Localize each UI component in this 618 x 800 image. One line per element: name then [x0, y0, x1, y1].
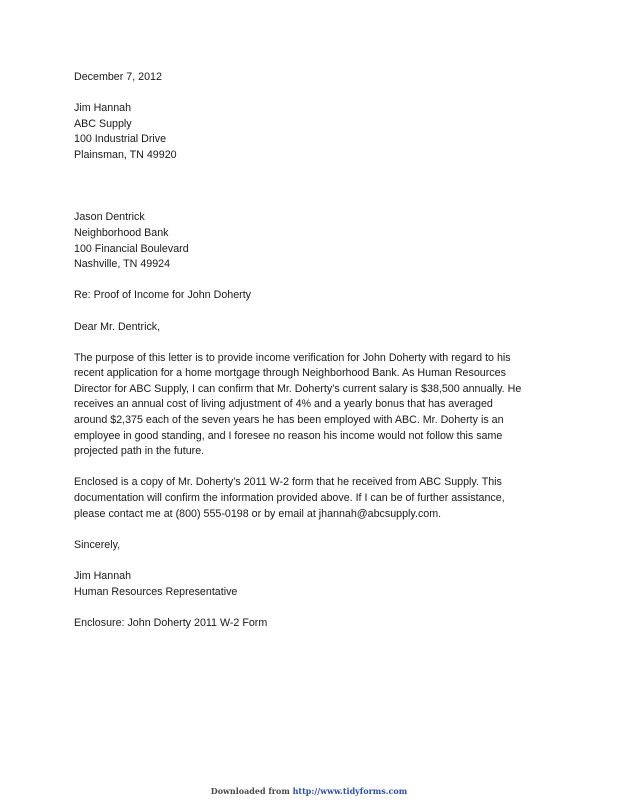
recipient-address	[74, 210, 552, 272]
date-text: December 7, 2012	[74, 71, 162, 83]
signature-name: Jim Hannah	[74, 570, 132, 583]
sender-name: Jim Hannah	[74, 102, 132, 115]
subject-line	[74, 288, 552, 304]
sender-company: ABC Supply	[74, 117, 132, 130]
salutation	[74, 320, 552, 336]
body-paragraph-1	[74, 351, 552, 460]
salutation-text: Dear Mr. Dentrick,	[74, 320, 161, 333]
recipient-company: Neighborhood Bank	[74, 226, 169, 239]
sender-address	[74, 101, 552, 163]
recipient-street: 100 Financial Boulevard	[74, 242, 189, 255]
paragraph-line: receives an annual cost of living adjustment of 4% and a yearly bonus that has averaged	[74, 398, 493, 411]
recipient-name: Jason Dentrick	[74, 211, 145, 224]
paragraph-line: employee in good standing, and I foresee no reason his income would not follow this same	[74, 429, 503, 442]
paragraph-line: The purpose of this letter is to provide income verification for John Doherty with regard to his	[74, 351, 511, 364]
footer-link[interactable]: http://www.tidyforms.com	[292, 786, 408, 796]
sender-street: 100 Industrial Drive	[74, 133, 167, 146]
subject-text: Re: Proof of Income for John Doherty	[74, 289, 252, 302]
signature-block	[74, 569, 552, 600]
paragraph-line: documentation will confirm the information provided above. If I can be of further assistance,	[74, 492, 505, 505]
paragraph-line: projected path in the future.	[74, 445, 205, 458]
paragraph-line: please contact me at (800) 555-0198 or by email at jhannah@abcsupply.com.	[74, 507, 442, 520]
paragraph-line: Director for ABC Supply, I can confirm that Mr. Doherty’s current salary is $38,500 annually. He	[74, 382, 522, 395]
letter-body	[74, 70, 552, 631]
download-footer	[0, 786, 618, 796]
signature-title: Human Resources Representative	[74, 585, 238, 598]
body-paragraph-2	[74, 475, 552, 522]
enclosure-note	[74, 616, 552, 632]
sender-city: Plainsman, TN 49920	[74, 148, 177, 161]
enclosure-text: Enclosure: John Doherty 2011 W-2 Form	[74, 616, 268, 629]
paragraph-line: Enclosed is a copy of Mr. Doherty’s 2011 W-2 form that he received from ABC Supply. This	[74, 476, 502, 489]
paragraph-line: recent application for a home mortgage through Neighborhood Bank. As Human Resources	[74, 367, 506, 380]
recipient-city: Nashville, TN 49924	[74, 258, 171, 271]
footer-prefix: Downloaded from	[210, 786, 293, 796]
paragraph-line: around $2,375 each of the seven years he has been employed with ABC. Mr. Doherty is an	[74, 414, 504, 427]
closing	[74, 538, 552, 554]
closing-text: Sincerely,	[74, 538, 121, 551]
letter-date	[74, 70, 552, 86]
